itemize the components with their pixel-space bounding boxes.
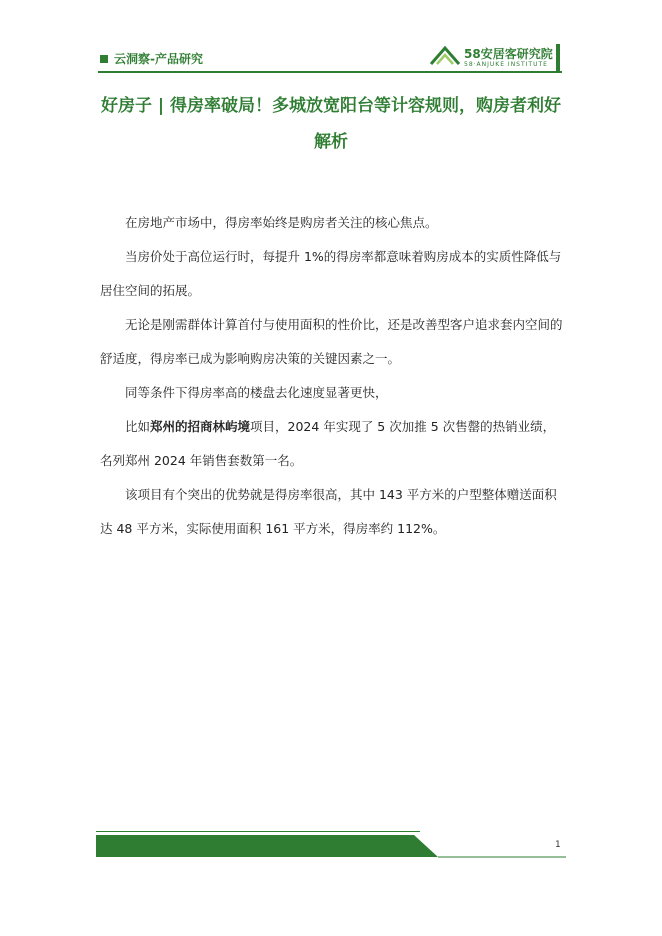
paragraph: 当房价处于高位运行时，每提升 1%的得房率都意味着购房成本的实质性降低与居住空间的拓展。: [100, 249, 562, 298]
paragraph: 在房地产市场中，得房率始终是购房者关注的核心焦点。: [125, 215, 438, 230]
header-divider: [98, 71, 562, 73]
house-logo-icon: [430, 44, 460, 72]
article-body: [100, 206, 566, 546]
footer-green-band: [96, 835, 566, 859]
text-segment: 项目，2024 年实现了 5 次加推 5 次售罄的热销业绩，名列郑州 2024 年销售套数第一名。: [100, 419, 556, 468]
text-segment: 比如: [125, 419, 151, 434]
paragraph-with-highlight: [100, 410, 566, 478]
paragraph: 无论是刚需群体计算首付与使用面积的性价比，还是改善型客户追求套内空间的舒适度，得房率已成为影响购房决策的关键因素之一。: [100, 317, 563, 366]
project-name-highlight: 郑州的招商林屿境: [150, 419, 251, 434]
paragraph: 该项目有个突出的优势就是得房率很高，其中 143 平方米的户型整体赠送面积达 48 平方米，实际使用面积 161 平方米，得房率约 112%。: [100, 487, 557, 536]
footer-thin-line: [96, 831, 420, 832]
article-title: 好房子 | 得房率破局！多城放宽阳台等计容规则，购房者利好解析: [100, 96, 562, 152]
header-vertical-bar: [556, 44, 560, 71]
logo-name: 58安居客研究院: [464, 47, 553, 61]
logo-subtitle: 58·ANJUKE INSTITUTE: [464, 61, 548, 68]
header-label-text: 云洞察-产品研究: [114, 52, 203, 66]
page-number: 1: [555, 840, 561, 850]
square-bullet-icon: [100, 55, 108, 63]
header-section-label: [100, 50, 203, 67]
anjuke-logo: [430, 44, 553, 72]
paragraph: 同等条件下得房率高的楼盘去化速度显著更快，: [125, 385, 388, 400]
